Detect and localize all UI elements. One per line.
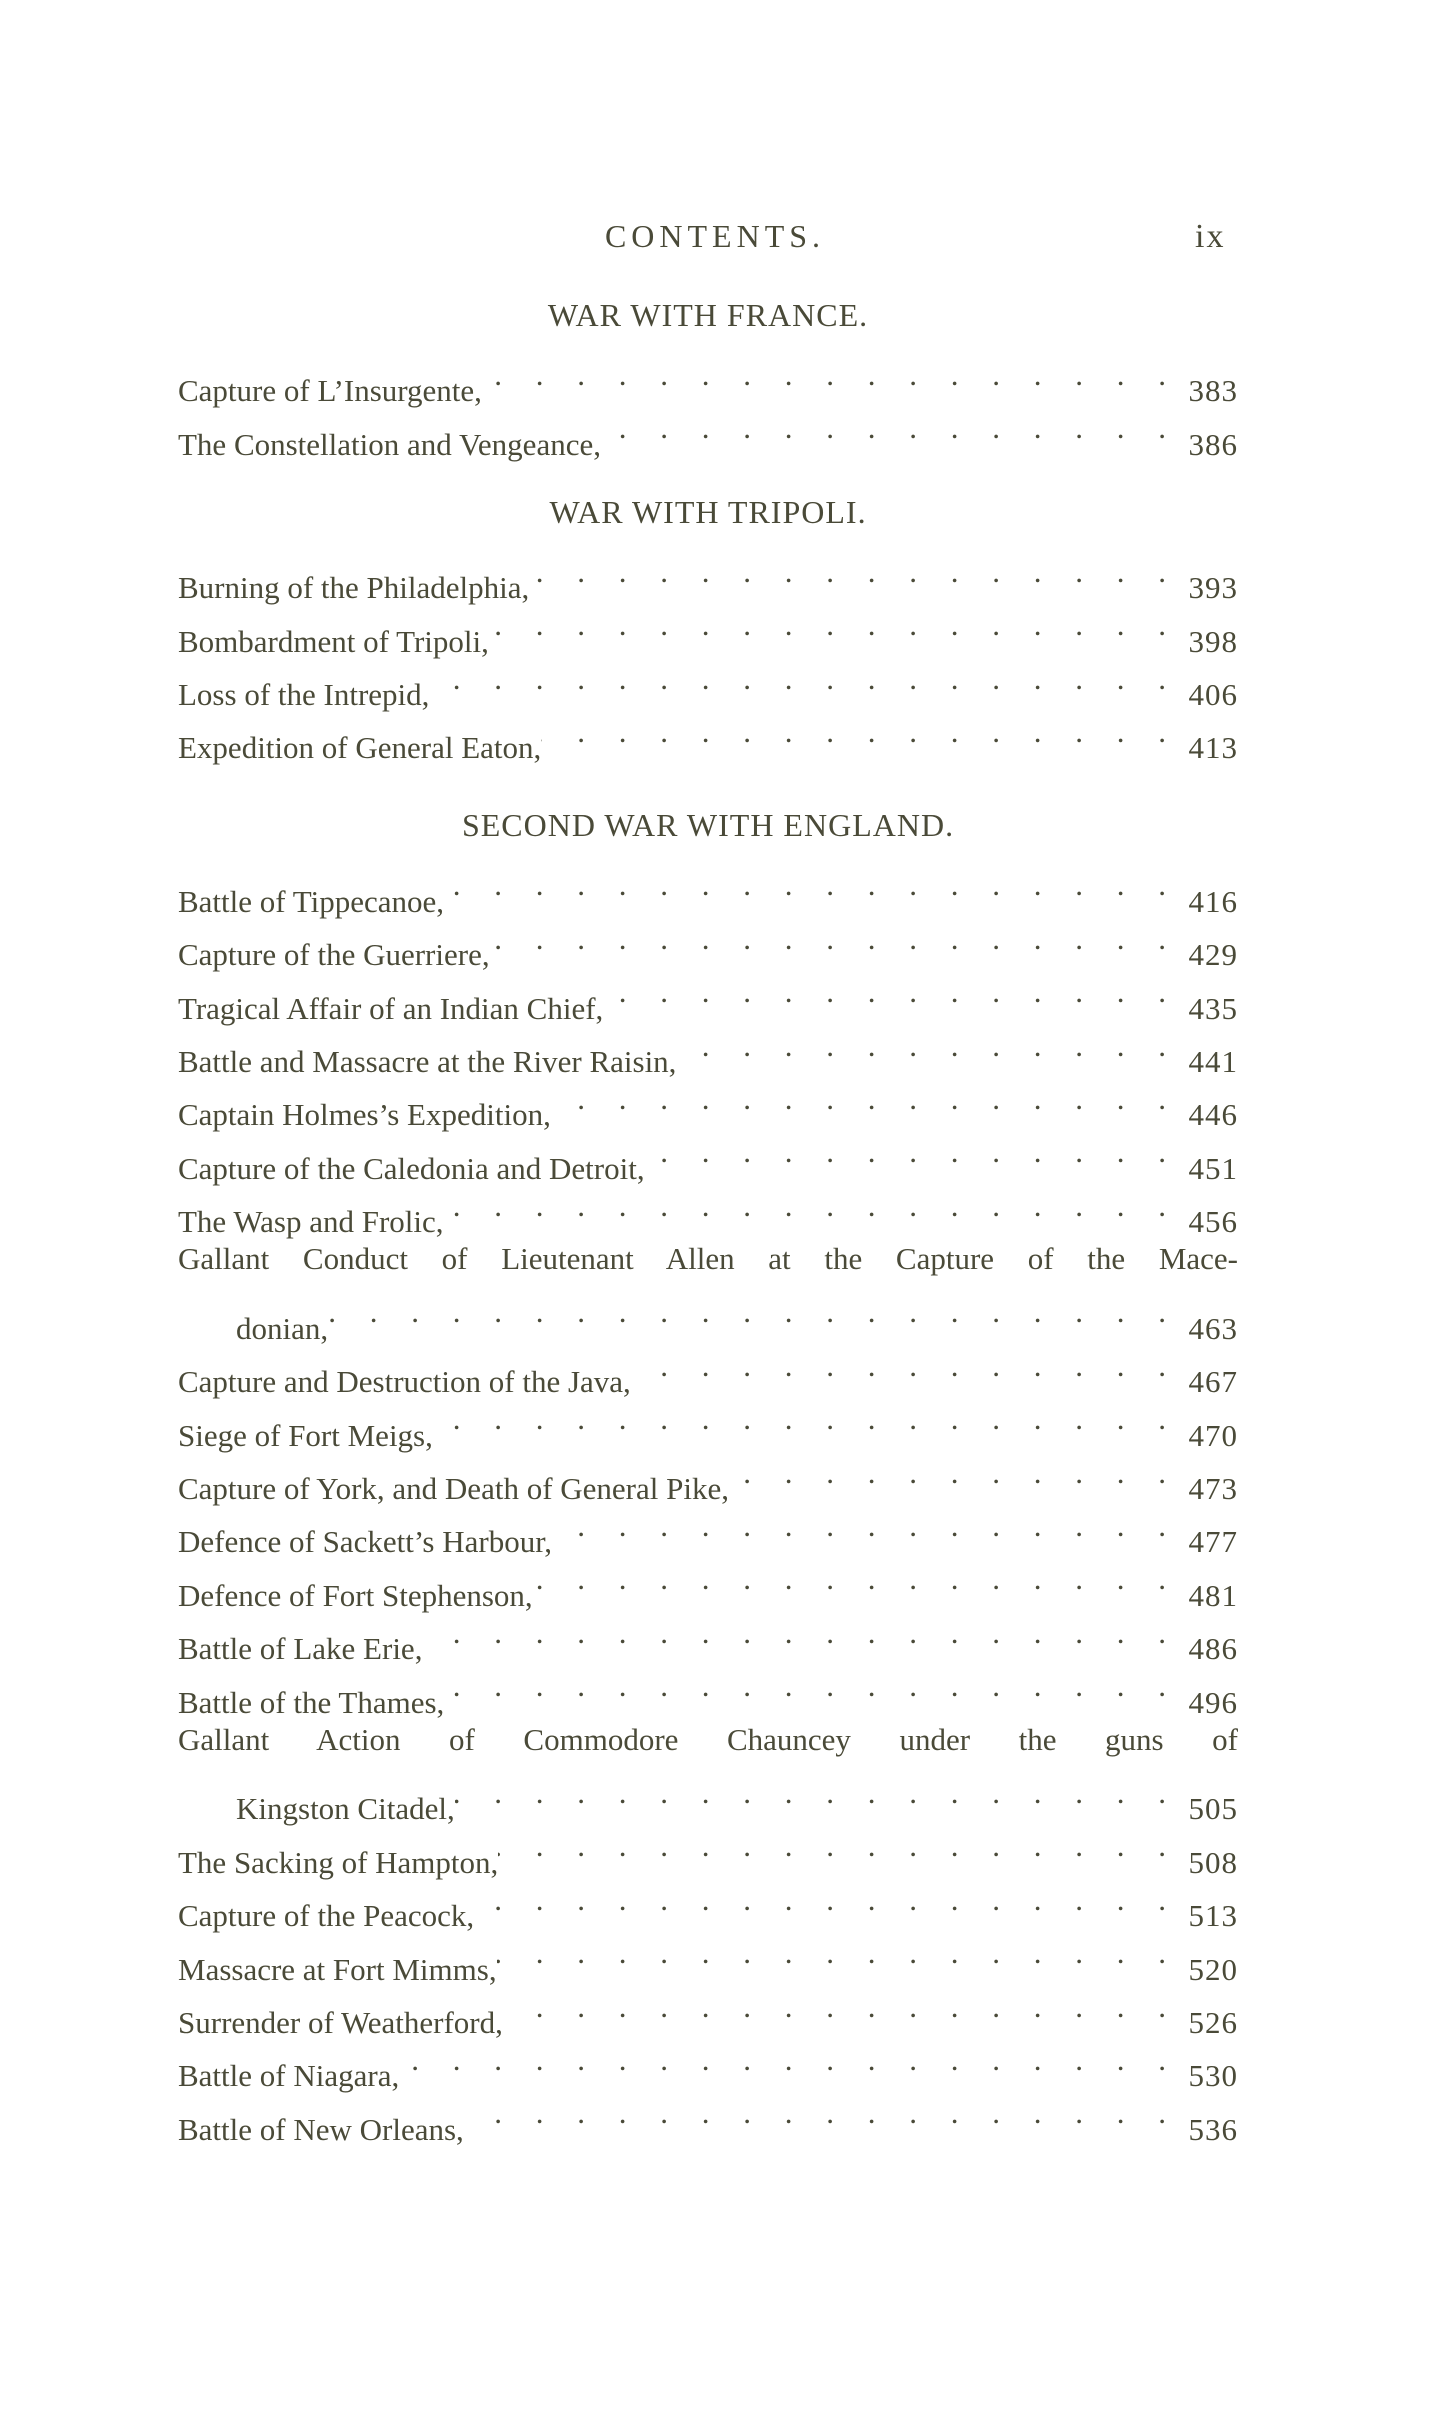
entry-page-number: 530 xyxy=(1188,2058,1238,2094)
dot-leader xyxy=(433,1392,1178,1445)
dot-leader xyxy=(490,912,1178,965)
dot-leader xyxy=(503,1980,1178,2033)
dot-leader xyxy=(444,1659,1178,1712)
entry-page-number: 508 xyxy=(1188,1844,1238,1880)
entry-title: Battle of Niagara, xyxy=(178,2058,400,2094)
entry-page-number: 505 xyxy=(1188,1791,1238,1827)
entry-title: Expedition of General Eaton, xyxy=(178,730,542,766)
dot-leader xyxy=(729,1446,1178,1499)
entry-title: Battle of Tippecanoe, xyxy=(178,883,445,919)
entry-title: Defence of Sackett’s Harbour, xyxy=(178,1524,553,1560)
toc-entry-multiline[interactable] xyxy=(178,1713,1238,1827)
entry-page-number: 463 xyxy=(1188,1310,1238,1346)
entry-page-number: 536 xyxy=(1188,2111,1238,2147)
dot-leader xyxy=(474,1873,1178,1926)
dot-leader xyxy=(429,652,1178,705)
page-folio: ix xyxy=(1195,218,1226,255)
entry-page-number: 467 xyxy=(1188,1364,1238,1400)
toc-entry[interactable] xyxy=(178,858,1238,919)
running-head xyxy=(0,218,1456,268)
section-heading: WAR WITH TRIPOLI. xyxy=(549,493,867,530)
entry-title: Capture of the Caledonia and Detroit, xyxy=(178,1150,645,1186)
dot-leader xyxy=(482,348,1178,401)
dot-leader xyxy=(645,1125,1178,1178)
entry-page-number: 481 xyxy=(1188,1577,1238,1613)
dot-leader xyxy=(676,1019,1178,1072)
dot-leader xyxy=(464,2086,1178,2139)
entry-title: Battle of the Thames, xyxy=(178,1684,445,1720)
toc-entry-multiline[interactable] xyxy=(178,1232,1238,1346)
entry-page-number: 406 xyxy=(1188,676,1238,712)
entry-title: Battle and Massacre at the River Raisin, xyxy=(178,1043,677,1079)
entry-title: Defence of Fort Stephenson, xyxy=(178,1577,533,1613)
dot-leader xyxy=(533,1552,1178,1605)
dot-leader xyxy=(399,2033,1178,2086)
section-heading: WAR WITH FRANCE. xyxy=(547,297,869,333)
dot-leader xyxy=(328,1285,1178,1338)
toc-entry[interactable] xyxy=(178,1339,1238,1400)
entry-list xyxy=(178,858,1238,2147)
table-of-contents xyxy=(178,290,1238,2147)
entry-title: Bombardment of Tripoli, xyxy=(178,623,489,659)
entry-page-number: 496 xyxy=(1188,1684,1238,1720)
section-war-with-tripoli xyxy=(178,487,1238,766)
dot-leader xyxy=(551,1072,1178,1125)
entry-page-number: 429 xyxy=(1188,937,1238,973)
entry-page-number: 520 xyxy=(1188,1951,1238,1987)
dot-leader xyxy=(498,1819,1178,1872)
section-heading: SECOND WAR WITH ENGLAND. xyxy=(461,807,955,844)
dot-leader xyxy=(601,401,1178,454)
entry-page-number: 486 xyxy=(1188,1631,1238,1667)
entry-title: Surrender of Weatherford, xyxy=(178,2004,503,2040)
entry-title-line2: Kingston Citadel, xyxy=(236,1791,455,1827)
section-war-with-france xyxy=(178,290,1238,462)
dot-leader xyxy=(603,965,1178,1018)
entry-title-line1: Gallant Conduct of Lieutenant Allen at the Capture of the Mace- xyxy=(178,1241,1238,1277)
entry-page-number: 383 xyxy=(1188,373,1238,409)
entry-title: Battle of Lake Erie, xyxy=(178,1631,423,1667)
dot-leader xyxy=(497,1926,1178,1979)
entry-title: Capture of the Peacock, xyxy=(178,1898,475,1934)
entry-title: Capture of York, and Death of General Pike, xyxy=(178,1471,729,1507)
entry-title: Massacre at Fort Mimms, xyxy=(178,1951,497,1987)
entry-page-number: 470 xyxy=(1188,1417,1238,1453)
entry-title: Battle of New Orleans, xyxy=(178,2111,464,2147)
entry-title: Capture of the Guerriere, xyxy=(178,937,490,973)
section-second-war-with-england xyxy=(178,800,1238,2147)
dot-leader xyxy=(455,1766,1178,1819)
entry-title-line2: donian, xyxy=(236,1310,329,1346)
entry-page-number: 451 xyxy=(1188,1150,1238,1186)
entry-title: The Constellation and Vengeance, xyxy=(178,426,601,462)
entry-continuation xyxy=(178,1766,1238,1827)
toc-entry[interactable] xyxy=(178,545,1238,606)
entry-page-number: 386 xyxy=(1188,426,1238,462)
entry-title: Siege of Fort Meigs, xyxy=(178,1417,433,1453)
entry-title: Tragical Affair of an Indian Chief, xyxy=(178,990,604,1026)
entry-list xyxy=(178,545,1238,766)
entry-page-number: 473 xyxy=(1188,1471,1238,1507)
dot-leader xyxy=(529,545,1178,598)
entry-page-number: 477 xyxy=(1188,1524,1238,1560)
entry-title: The Sacking of Hampton, xyxy=(178,1844,499,1880)
entry-title: Burning of the Philadelphia, xyxy=(178,570,530,606)
entry-page-number: 398 xyxy=(1188,623,1238,659)
entry-page-number: 446 xyxy=(1188,1097,1238,1133)
dot-leader xyxy=(444,1179,1178,1232)
dot-leader xyxy=(489,598,1178,651)
toc-entry[interactable] xyxy=(178,348,1238,409)
entry-title: Loss of the Intrepid, xyxy=(178,676,430,712)
entry-page-number: 393 xyxy=(1188,570,1238,606)
entry-continuation xyxy=(178,1285,1238,1346)
entry-title: Capture of L’Insurgente, xyxy=(178,373,482,409)
entry-page-number: 513 xyxy=(1188,1898,1238,1934)
entry-page-number: 416 xyxy=(1188,883,1238,919)
entry-list xyxy=(178,348,1238,462)
entry-page-number: 456 xyxy=(1188,1204,1238,1240)
dot-leader xyxy=(444,858,1178,911)
dot-leader xyxy=(552,1499,1178,1552)
entry-page-number: 413 xyxy=(1188,730,1238,766)
entry-title: Captain Holmes’s Expedition, xyxy=(178,1097,551,1133)
entry-title: The Wasp and Frolic, xyxy=(178,1204,444,1240)
entry-page-number: 526 xyxy=(1188,2004,1238,2040)
entry-title: Capture and Destruction of the Java, xyxy=(178,1364,631,1400)
dot-leader xyxy=(631,1339,1178,1392)
running-title: CONTENTS. xyxy=(604,218,826,254)
entry-page-number: 435 xyxy=(1188,990,1238,1026)
dot-leader xyxy=(541,705,1178,758)
entry-title-line1: Gallant Action of Commodore Chauncey under the guns of xyxy=(178,1721,1238,1757)
entry-page-number: 441 xyxy=(1188,1043,1238,1079)
dot-leader xyxy=(422,1606,1178,1659)
